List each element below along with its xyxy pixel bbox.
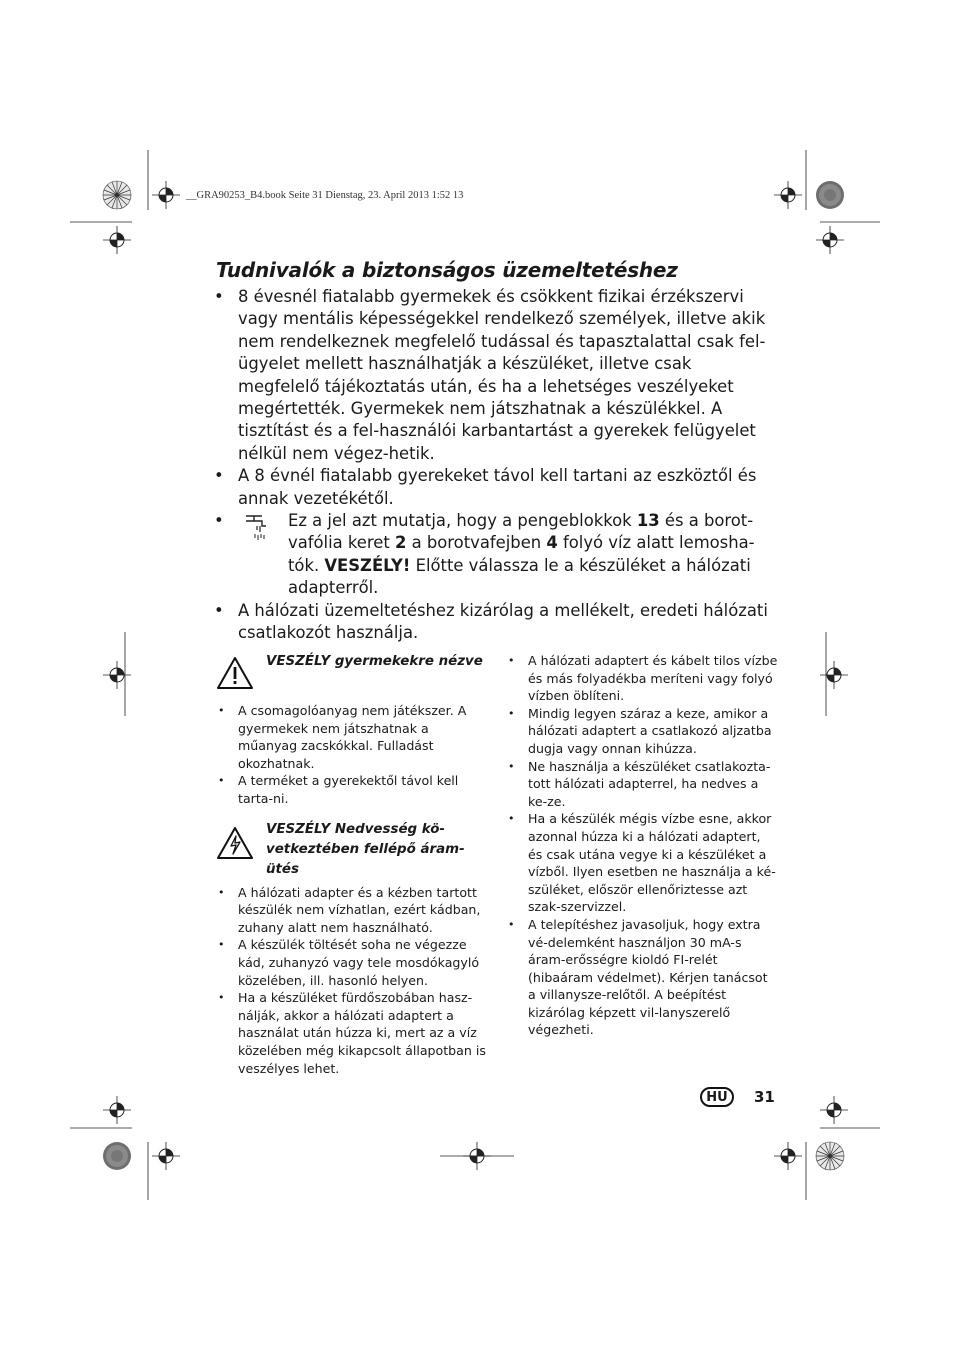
warning-children-list bbox=[216, 702, 486, 808]
faucet-icon bbox=[240, 512, 274, 546]
list-item-with-symbol bbox=[214, 510, 776, 600]
list-item bbox=[214, 286, 776, 465]
section-title: Tudnivalók a biztonságos üzemeltetéshez bbox=[216, 258, 678, 282]
language-badge: HU bbox=[700, 1087, 734, 1107]
list-item: • A hálózati adapter és a kézben tartott készülék nem vízhatlan, ezért kádban, zuhany alatt nem használható. bbox=[218, 884, 481, 935]
list-item: • A csomagolóanyag nem játékszer. A gyermekek nem játszhatnak a műanyag zacskókkal. Fulladást okozhatnak. bbox=[218, 703, 467, 771]
list-item: • Ha a készülék mégis vízbe esne, akkor azonnal húzza ki a hálózati adaptert, és csak utána vegye ki a készüléket a vízből. Ilyen esetben ne használja a ké-szüléket, először ellenőriztesse azt szak-szervizzel. bbox=[508, 811, 776, 915]
list-item bbox=[214, 600, 776, 645]
list-item: • Mindig legyen száraz a keze, amikor a hálózati adaptert a csatlakozó aljzatba dugja vagy onnan kihúzza. bbox=[508, 705, 772, 756]
list-item-text: A hálózati üzemeltetéshez kizárólag a mellékelt, eredeti hálózati csatlakozót használja. bbox=[238, 601, 768, 643]
right-list bbox=[506, 652, 778, 1039]
list-item: • A telepítéshez javasoljuk, hogy extra vé-delemként használjon 30 mA-s áram-erősségre kioldó FI-relét (hibaáram védelmet). Kérjen tanácsot a villanysze-relőtől. A beépítést kizárólag képzett vil-lanyszerelő végezheti. bbox=[508, 916, 768, 1038]
list-item: • Ha a készüléket fürdőszobában hasz-nálják, akkor a hálózati adaptert a használat után húzza ki, mert az a víz közelében még kikapcsolt állapotban is veszélyes lehet. bbox=[218, 990, 486, 1076]
safety-list bbox=[214, 286, 776, 645]
warning-heading: VESZÉLY gyermekekre nézve bbox=[266, 654, 483, 669]
list-item-text: 8 évesnél fiatalabb gyermekek és csökkent fizikai érzékszervi vagy mentális képességekkel rendelkező személyek, illetve akik nem rendelkeznek megfelelő tudással és tapasztalattal csak fel-ügyelet mellett használhatják a készüléket, illetve csak megfelelő tájékoztatás után, és ha a lehetséges veszélyeket megértették. Gyermekek nem játszhatnak a készülékkel. A tisztítást és a fel-használói karbantartást a gyerekek felügyelet nélkül nem végez-hetik. bbox=[238, 287, 766, 463]
bullet: • bbox=[214, 466, 224, 486]
bullet: • bbox=[214, 601, 224, 621]
list-item: • Ne használja a készüléket csatlakozta-tott hálózati adapterrel, ha nedves a ke-ze. bbox=[508, 758, 771, 809]
warning-heading: VESZÉLY Nedvesség kö-vetkeztében fellépő áram-ütés bbox=[266, 821, 465, 877]
list-item-text: A 8 évnél fiatalabb gyerekeket távol kell tartani az eszköztől és annak vezetékétől. bbox=[238, 466, 757, 508]
warning-children bbox=[216, 652, 486, 700]
page-footer bbox=[700, 1087, 775, 1107]
symbol-description: Ez a jel azt mutatja, hogy a pengeblokkok 13 és a borot-vafólia keret 2 a borotvafejben 4 folyó víz alatt lemosha-tók. VESZÉLY! Előtte válassza le a készüléket a hálózati adapterről. bbox=[288, 511, 755, 598]
danger-label: VESZÉLY! bbox=[324, 555, 411, 575]
warning-shock-list bbox=[216, 884, 486, 1078]
warning-electric-shock bbox=[216, 820, 486, 882]
bullet: • bbox=[214, 287, 224, 306]
page-number: 31 bbox=[754, 1088, 775, 1106]
electric-shock-warning-icon bbox=[216, 826, 254, 860]
warning-triangle-icon bbox=[216, 656, 254, 690]
list-item: • A készülék töltését soha ne végezze kád, zuhanyzó vagy tele mosdókagyló közelében, ill. hasonló helyen. bbox=[218, 937, 480, 988]
print-header: __GRA90253_B4.book Seite 31 Dienstag, 23. April 2013 1:52 13 bbox=[186, 190, 464, 201]
list-item bbox=[214, 465, 776, 510]
list-item: • A hálózati adaptert és kábelt tilos vízbe és más folyadékba meríteni vagy folyó vízben öblíteni. bbox=[508, 653, 778, 704]
list-item: • A terméket a gyerekektől távol kell tarta-ni. bbox=[218, 773, 459, 806]
right-column bbox=[506, 652, 778, 1039]
left-column bbox=[216, 652, 486, 1077]
bullet: • bbox=[214, 511, 224, 531]
